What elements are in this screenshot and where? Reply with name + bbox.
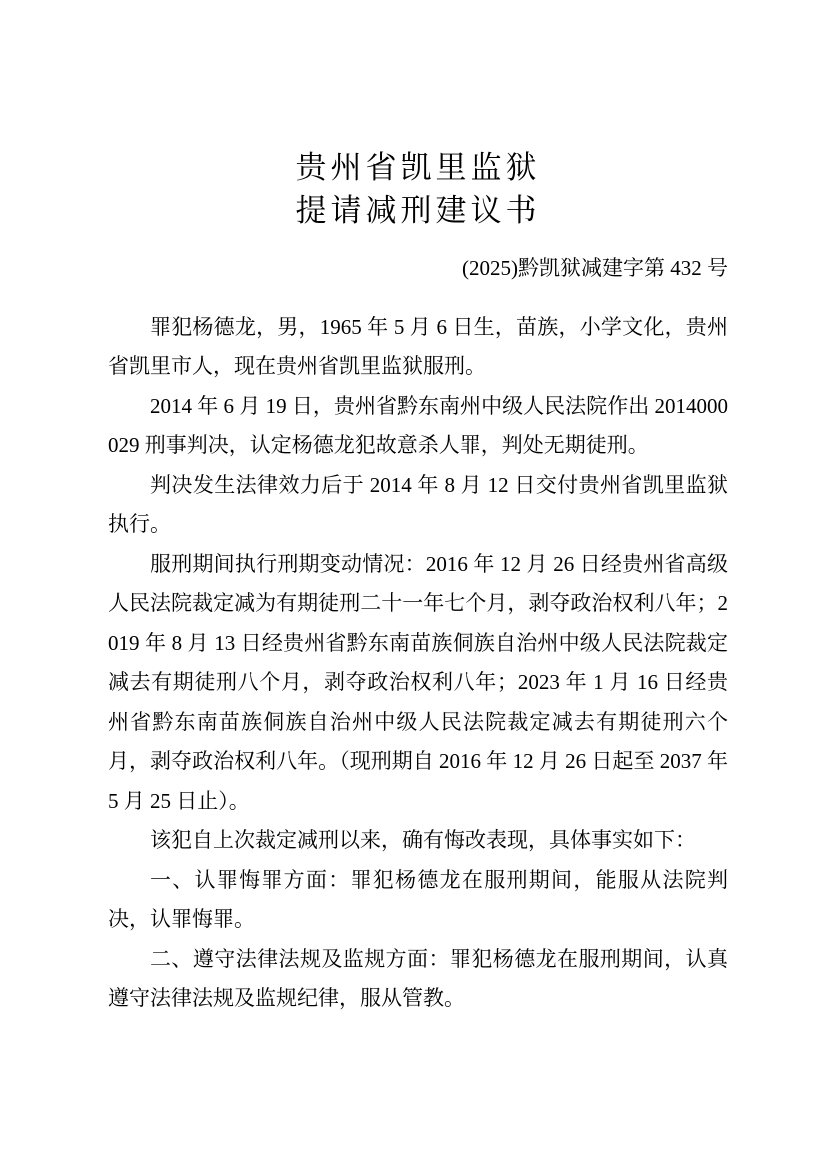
document-number: (2025)黔凯狱减建字第 432 号 (462, 255, 728, 280)
paragraph: 判决发生法律效力后于 2014 年 8 月 12 日交付贵州省凯里监狱执行。 (108, 472, 728, 537)
paragraph: 二、遵守法律法规及监规方面：罪犯杨德龙在服刑期间，认真遵守法律法规及监规纪律，服从管教。 (108, 946, 728, 1011)
paragraph: 2014 年 6 月 19 日，贵州省黔东南州中级人民法院作出 2014000029 刑事判决，认定杨德龙犯故意杀人罪，判处无期徒刑。 (108, 393, 728, 458)
paragraph: 一、认罪悔罪方面：罪犯杨德龙在服刑期间，能服从法院判决，认罪悔罪。 (108, 867, 728, 932)
title-line-1: 贵州省凯里监狱 (295, 150, 541, 185)
document-title (108, 146, 728, 232)
paragraph: 服刑期间执行刑期变动情况：2016 年 12 月 26 日经贵州省高级人民法院裁定减为有期徒刑二十一年七个月，剥夺政治权利八年；2019 年 8 月 13 日经贵州省黔东南苗族侗族自治州中级人民法院裁定减去有期徒刑八个月，剥夺政治权利八年；2023 年 1 月 16 日经贵州省黔东南苗族侗族自治州中级人民法院裁定减去有期徒刑六个月，剥夺政治权利八年。（现刑期自 2016 年 12 月 26 日起至 2037 年 5 月 25 日止）。 (108, 551, 728, 813)
paragraph: 该犯自上次裁定减刑以来，确有悔改表现，具体事实如下： (150, 828, 696, 853)
document-content (108, 0, 728, 1019)
document-body (108, 308, 728, 1019)
paragraph: 罪犯杨德龙，男，1965 年 5 月 6 日生，苗族，小学文化，贵州省凯里市人，现在贵州省凯里监狱服刑。 (108, 314, 728, 379)
title-line-2: 提请减刑建议书 (295, 193, 541, 228)
